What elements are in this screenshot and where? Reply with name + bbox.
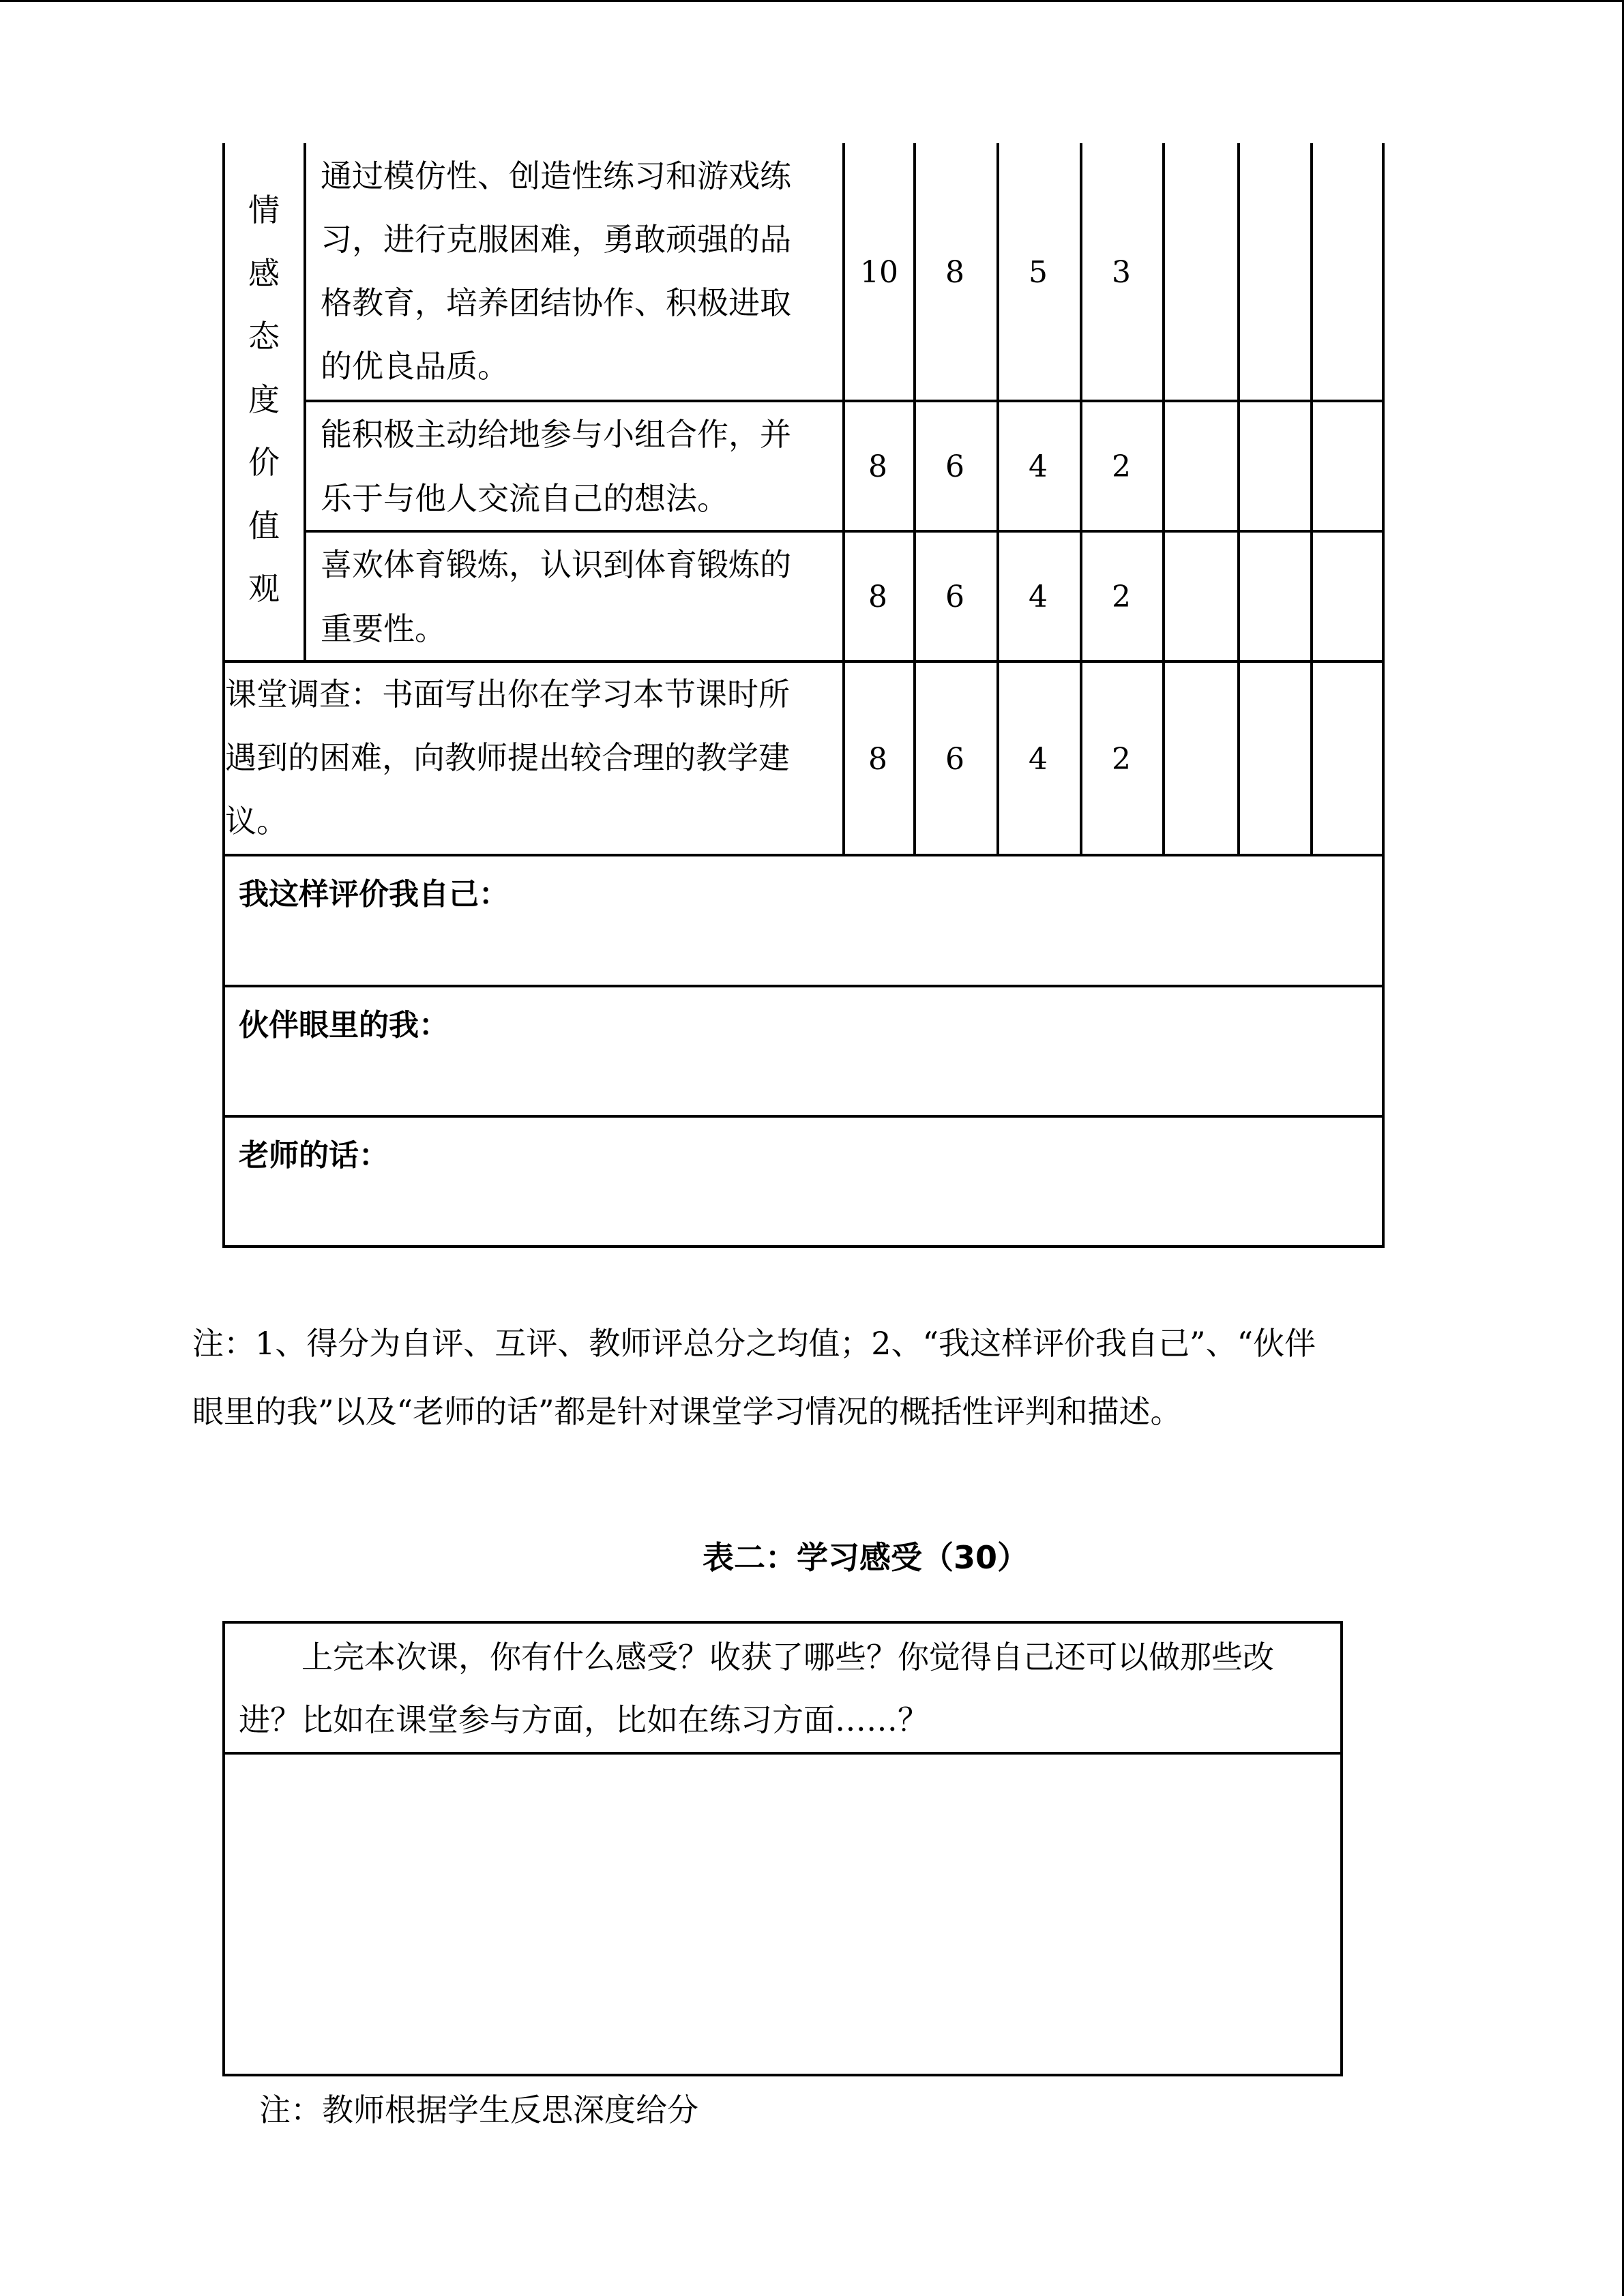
col-divider — [1080, 143, 1082, 856]
partner-evaluation-label: 伙伴眼里的我： — [239, 1008, 449, 1043]
table2-note: 注：教师根据学生反思深度给分 — [259, 2091, 698, 2128]
score-cell: 8 — [945, 255, 964, 290]
table2-right-border — [1340, 1621, 1343, 2076]
score-cell: 8 — [868, 449, 887, 484]
col-divider — [1310, 143, 1313, 856]
col-divider — [913, 143, 916, 856]
score-cell: 2 — [1112, 742, 1131, 777]
row-divider — [222, 854, 1385, 856]
reflection-answer-area[interactable] — [226, 1756, 1338, 2071]
table2-left-border — [222, 1621, 225, 2076]
page-top-border — [0, 0, 1624, 2]
score-cell: 6 — [945, 449, 964, 484]
table2-title: 表二：学习感受（30） — [703, 1539, 1029, 1576]
score-cell: 5 — [1029, 255, 1048, 290]
table2-row-divider — [222, 1752, 1343, 1755]
table-right-border — [1382, 143, 1385, 1248]
score-cell: 6 — [945, 580, 964, 614]
score-cell: 4 — [1029, 742, 1048, 777]
col-divider — [996, 143, 999, 856]
score-cell: 8 — [868, 580, 887, 614]
score-cell: 8 — [868, 742, 887, 777]
score-cell: 4 — [1029, 580, 1048, 614]
table1-note: 注：1、得分为自评、互评、教师评总分之均值；2、“我这样评价我自己”、“伙伴 眼里的我”以及“老师的话”都是针对课堂学习情况的概括性评判和描述。 — [192, 1325, 1316, 1430]
col-divider — [1237, 143, 1240, 856]
score-cell: 2 — [1112, 580, 1131, 614]
row-divider — [222, 985, 1385, 987]
section-label-emotion-attitude-values: 情 感 态 度 价 值 观 — [248, 192, 280, 607]
table-bottom-border — [222, 1245, 1385, 1248]
score-cell: 3 — [1112, 255, 1131, 290]
teacher-comment-label: 老师的话： — [239, 1138, 389, 1173]
col-divider — [1162, 143, 1165, 856]
criterion-text: 喜欢体育锻炼，认识到体育锻炼的 重要性。 — [321, 546, 791, 647]
reflection-prompt: 上完本次课，你有什么感受？收获了哪些？你觉得自己还可以做那些改 进？比如在课堂参与方面，比如在练习方面……？ — [239, 1639, 1274, 1738]
score-cell: 10 — [860, 255, 898, 290]
criterion-text: 能积极主动给地参与小组合作，并 乐于与他人交流自己的想法。 — [321, 416, 791, 517]
score-cell: 4 — [1029, 449, 1048, 484]
self-evaluation-label: 我这样评价我自己： — [239, 877, 509, 912]
score-cell: 2 — [1112, 449, 1131, 484]
score-cell: 6 — [945, 742, 964, 777]
table2-top-border — [222, 1621, 1343, 1624]
survey-text: 课堂调查：书面写出你在学习本节课时所 遇到的困难，向教师提出较合理的教学建 议。 — [225, 676, 790, 839]
row-divider — [222, 1115, 1385, 1118]
criterion-text: 通过模仿性、创造性练习和游戏练 习，进行克服困难，勇敢顽强的品 格教育，培养团结协作、积极进取 的优良品质。 — [321, 158, 791, 385]
